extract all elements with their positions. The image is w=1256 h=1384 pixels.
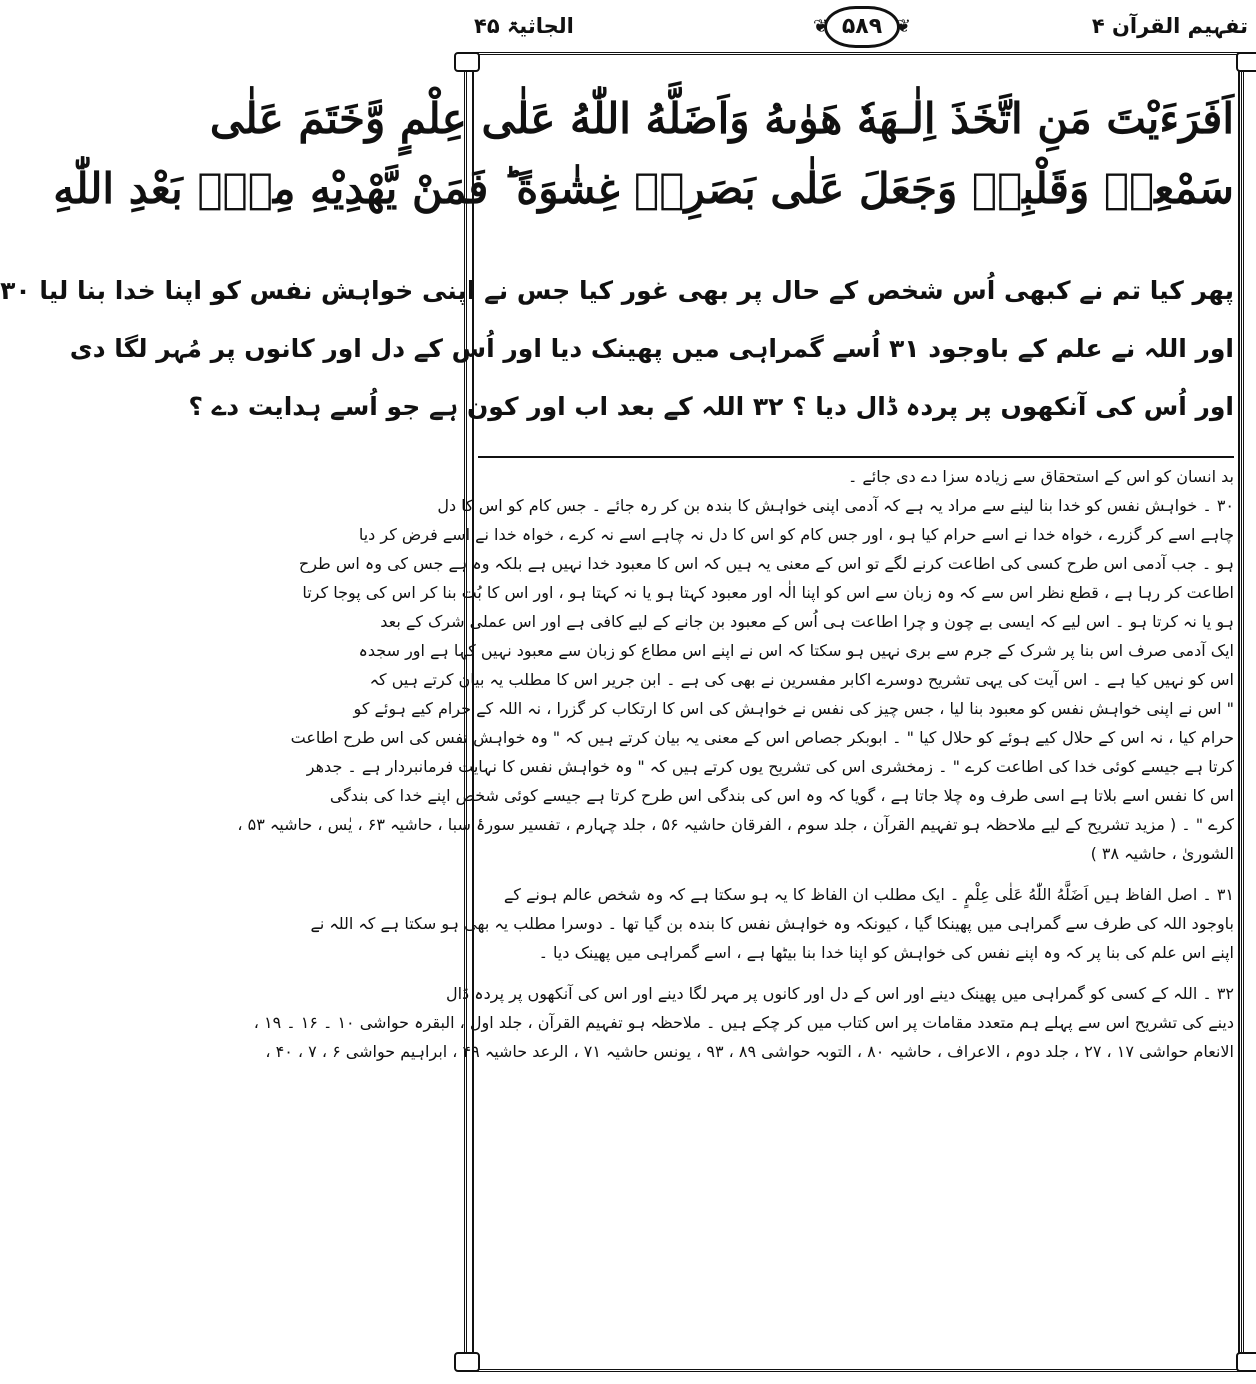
translation-line: اور اللہ نے علم کے باوجود ۳۱ اُسے گمراہی میں پھینک دیا اور اُس کے دل اور کانوں پر مُہر لگا دی [69,334,1234,363]
arabic-verse [53,84,1234,224]
note-line: ۳۱ ۔ اصل الفاظ ہیں اَضَلَّهُ اللّٰهُ عَلٰى عِلْمٍ ۔ ایک مطلب ان الفاظ کا یہ ہو سکتا ہے کہ وہ شخص عالم ہونے کے [503,885,1234,904]
note-line: کرتا ہے جیسے کوئی خدا کی اطاعت کرے " ۔ زمخشری اس کی تشریح یوں کرتے ہیں کہ " وہ خواہش نفس کا نہایت فرمانبردار ہے ۔ جدھر [306,757,1234,776]
note-line: اس کو نہیں کیا ہے ۔ اس آیت کی یہی تشریح دوسرے اکابر مفسرین نے بھی کی ہے ۔ ابن جریر اس کا مطلب یہ بیان کرتے ہیں کہ [369,670,1234,689]
note-line: اطاعت کر رہا ہے ، قطع نظر اس سے کہ وہ زبان سے اس کو اپنا الٰہ اور معبود کہتا ہو یا نہ کہتا ہو ، اور اس کا بُت بنا کر اس کی پوجا کرتا [302,583,1234,602]
section-divider [478,456,1234,458]
note-line: ہو یا نہ کرتا ہو ۔ اس لیے کہ ایسی بے چون و چرا اطاعت ہی اُس کے معبود بن جانے کے لیے کافی ہے اور اس عملی شرک کے بعد [380,612,1234,631]
note-line: ہو ۔ جب آدمی اس طرح کسی کی اطاعت کرنے لگے تو اس کے معنی یہ ہیں کہ اس کا معبود خدا نہیں ہے بلکہ وہ ہے جس کی وہ اس طرح [298,554,1234,573]
note-line: کرے " ۔ ( مزید تشریح کے لیے ملاحظہ ہو تفہیم القرآن ، جلد سوم ، الفرقان حاشیہ ۵۶ ، جلد چہارم ، تفسیر سورۂ سبا ، حاشیہ ۶۳ ، یٰس ، حاشیہ ۵۳ ، [237,815,1234,834]
note-line: ۳۰ ۔ خواہش نفس کو خدا بنا لینے سے مراد یہ ہے کہ آدمی اپنی خواہش کا بندہ بن کر رہ جائے ۔ جس کام کو اس کا دل [437,496,1234,515]
urdu-translation [0,262,1234,436]
surah-name: الجاثیۃ ۴۵ [474,14,574,38]
pillar-cap [1236,1352,1256,1372]
note-line: باوجود اللہ کی طرف سے گمراہی میں پھینکا گیا ، کیونکہ وہ خواہش نفس کا بندہ بن گیا تھا ۔ دوسرا مطلب یہ بھی ہو سکتا ہے کہ اللہ نے [310,914,1234,933]
arabic-verse-line: اَفَرَءَيْتَ مَنِ اتَّخَذَ اِلٰـهَهٗ هَوٰىهُ وَاَضَلَّهُ اللّٰهُ عَلٰى عِلْمٍ وَّخَتَمَ عَلٰى [209,94,1234,143]
page-header [456,0,1256,50]
translation-line: پھر کیا تم نے کبھی اُس شخص کے حال پر بھی غور کیا جس نے اپنی خواہش نفس کو اپنا خدا بنا لیا ۳۰ [0,276,1234,305]
note-line: اس کا نفس اسے بلاتا ہے اسی طرف وہ چلا جاتا ہے ، گویا کہ وہ اس کی بندگی اس طرح کرتا ہے جیسے کوئی شخص اپنے خدا کی بندگی [329,786,1234,805]
footnotes [237,462,1234,1066]
note-line: الشوریٰ ، حاشیہ ۳۸ ) [1090,844,1234,863]
note-line: حرام کیا ، نہ اس کے حلال کیے ہوئے کو حلال کیا " ۔ ابوبکر جصاص اس کے معنی یہ بیان کرتے ہیں کہ " وہ خواہش نفس کی اس طرح اطاعت [290,728,1234,747]
translation-line: اور اُس کی آنکھوں پر پردہ ڈال دیا ؟ ۳۲ اللہ کے بعد اب اور کون ہے جو اُسے ہدایت دے ؟ [188,392,1234,421]
note-line: اپنے اس علم کی بنا پر کہ وہ اپنے نفس کی خواہش کو اپنا خدا بنا بیٹھا ہے ، اسے گمراہی میں پھینک دیا ۔ [538,943,1234,962]
pillar-cap [1236,52,1256,72]
note-line: بد انسان کو اس کے استحقاق سے زیادہ سزا دے دی جائے ۔ [847,467,1234,486]
pillar-cap [454,52,480,72]
note-line: دینے کی تشریح اس سے پہلے ہم متعدد مقامات پر اس کتاب میں کر چکے ہیں ۔ ملاحظہ ہو تفہیم القرآن ، جلد اول ، البقرہ حواشی ۱۰ ۔ ۱۶ ۔ ۱۹ ، [253,1013,1234,1032]
note-line: ایک آدمی صرف اس بنا پر شرک کے جرم سے بری نہیں ہو سکتا کہ اس نے اپنے اس مطاع کو زبان سے معبود نہیں کہا ہے اور سجدہ [358,641,1234,660]
note-line: " اس نے اپنی خواہش نفس کو معبود بنا لیا ، جس چیز کی نفس نے خواہش کی اس کا ارتکاب کر گزرا ، نہ اللہ کے حرام کیے ہوئے کو [353,699,1234,718]
page-number-badge: ❦ ۵۸۹ ❦ [824,6,900,48]
note-line: الانعام حواشی ۱۷ ، ۲۷ ، جلد دوم ، الاعراف ، حاشیہ ۸۰ ، التوبہ حواشی ۸۹ ، ۹۳ ، یونس حاشیہ ۷۱ ، الرعد حاشیہ ۴۹ ، ابراہیم حواشی ۶ ، ۷ ، ۴۰ ، [265,1042,1234,1061]
note-line: ۳۲ ۔ اللہ کے کسی کو گمراہی میں پھینک دینے اور اس کے دل اور کانوں پر مہر لگا دینے اور اس کی آنکھوں پر پردہ ڈال [445,984,1234,1003]
arabic-verse-line: سَمْعِهٖ وَقَلْبِهٖ وَجَعَلَ عَلٰى بَصَرِهٖ غِشٰوَةً ؕ فَمَنْ يَّهْدِيْهِ مِنْۢ بَعْدِ اللّٰهِ [53,164,1234,213]
note-line: چاہے اسے کر گزرے ، خواہ خدا نے اسے حرام کیا ہو ، اور جس کام کو اس کا دل نہ چاہے اسے نہ کرے ، خواہ خدا نے اسے فرض کر دیا [358,525,1234,544]
right-pillar-ornament [1238,52,1254,1372]
pillar-cap [454,1352,480,1372]
book-title: تفہیم القرآن ۴ [1091,14,1248,38]
